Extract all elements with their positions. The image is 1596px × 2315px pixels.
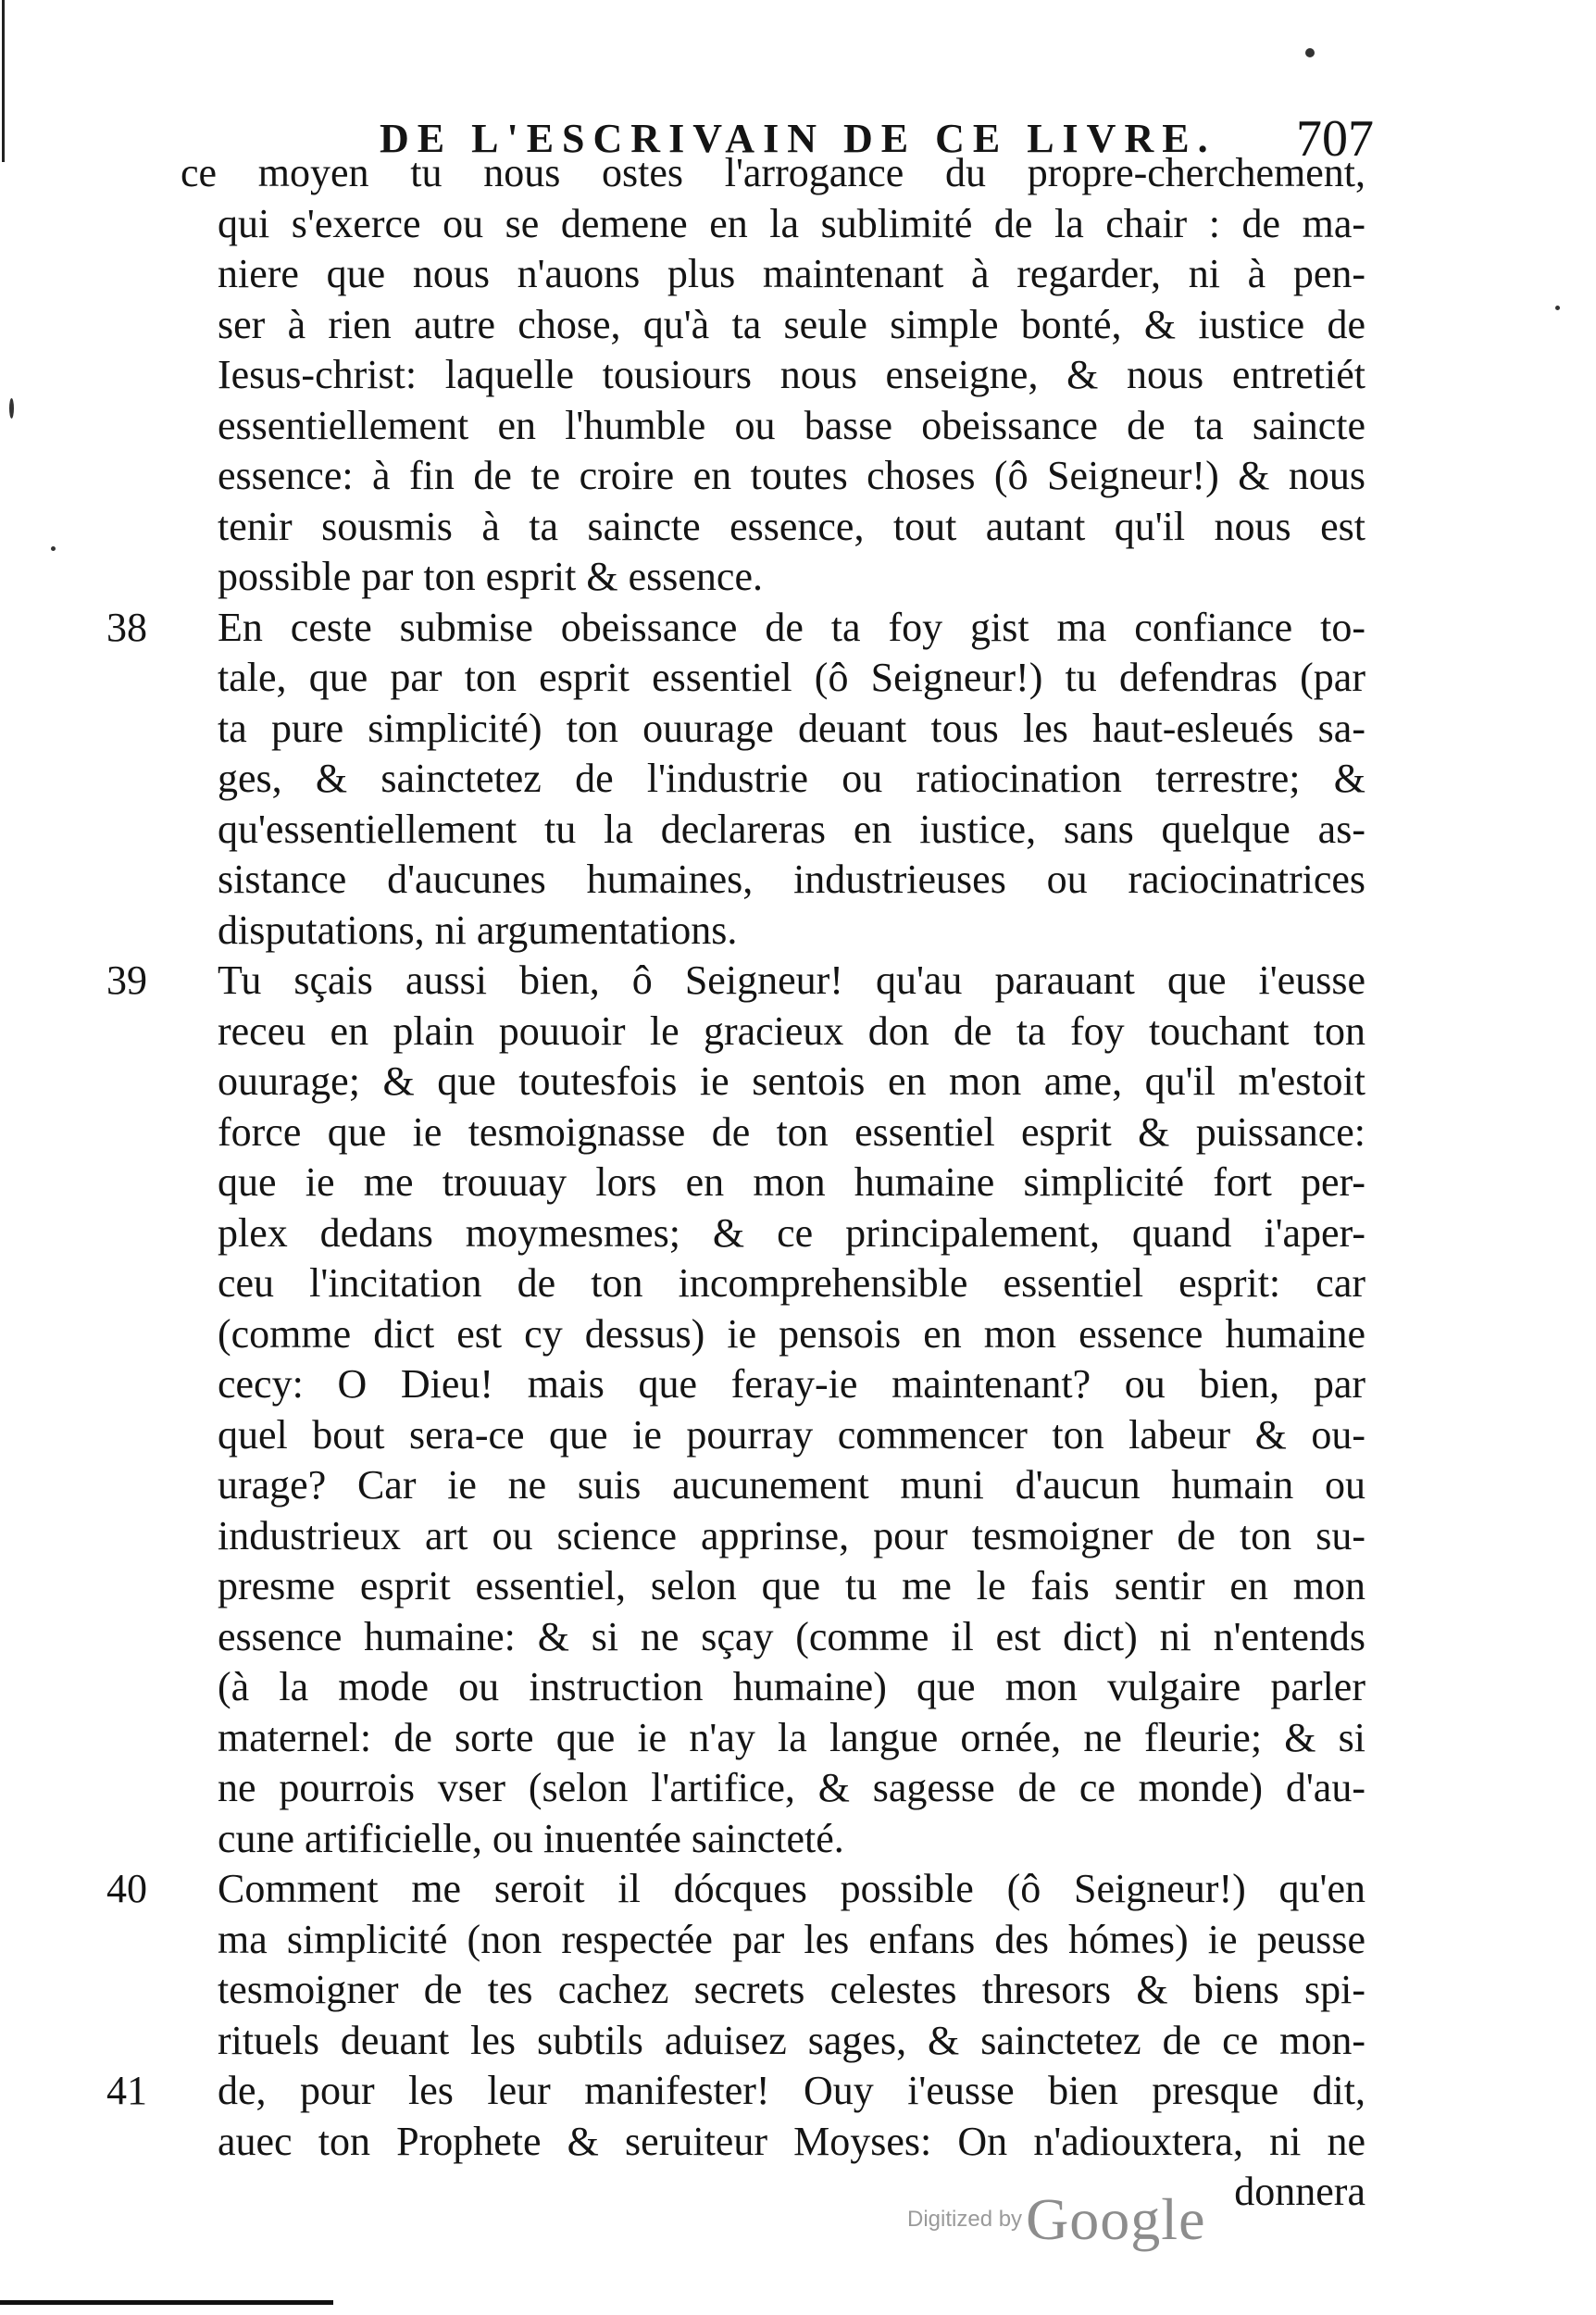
line-text: maternel: de sorte que ie n'ay la langue ornée, ne fleurie; & si bbox=[218, 1714, 1365, 1760]
text-line bbox=[181, 1511, 1365, 1562]
line-text: ges, & sainctetez de l'industrie ou ratiocination terrestre; & bbox=[218, 756, 1365, 801]
text-line bbox=[106, 956, 1365, 1007]
text-line bbox=[181, 754, 1365, 805]
text-line bbox=[181, 502, 1365, 553]
verse-number: 41 bbox=[106, 2068, 147, 2113]
text-line bbox=[181, 653, 1365, 704]
line-text: ta pure simplicité) ton ouurage deuant tous les haut-esleués sa- bbox=[218, 705, 1365, 751]
line-text: cecy: O Dieu! mais que feray-ie maintenant? ou bien, par bbox=[218, 1361, 1365, 1407]
digitized-by-watermark bbox=[907, 2185, 1205, 2250]
text-line bbox=[106, 1864, 1365, 1915]
google-logo: Google bbox=[1026, 2186, 1206, 2252]
scan-dot bbox=[9, 398, 14, 419]
line-text: que ie me trouuay lors en mon humaine simplicité fort per- bbox=[218, 1159, 1365, 1205]
line-text: ceu l'incitation de ton incomprehensible essentiel esprit: car bbox=[218, 1260, 1365, 1306]
text-line bbox=[181, 1007, 1365, 1057]
text-line bbox=[181, 1410, 1365, 1461]
digitized-label: Digitized by bbox=[907, 2207, 1023, 2232]
text-line bbox=[181, 401, 1365, 452]
line-text: (comme dict est cy dessus) ie pensois en mon essence humaine bbox=[218, 1310, 1365, 1357]
line-text: Comment me seroit il dócques possible (ô Seigneur!) qu'en bbox=[218, 1866, 1365, 1911]
line-text: essence: à fin de te croire en toutes choses (ô Seigneur!) & nous bbox=[218, 453, 1365, 498]
line-text: ma simplicité (non respectée par les enfans des hómes) ie peusse bbox=[218, 1916, 1365, 1962]
text-line bbox=[181, 1309, 1365, 1360]
line-text: essentiellement en l'humble ou basse obeissance de ta saincte bbox=[218, 402, 1365, 448]
text-line bbox=[106, 2066, 1365, 2117]
line-text: niere que nous n'auons plus maintenant à regarder, ni à pen- bbox=[218, 251, 1365, 296]
text-line bbox=[181, 1713, 1365, 1764]
line-text: tale, que par ton esprit essentiel (ô Seigneur!) tu defendras (par bbox=[218, 655, 1365, 700]
verse-number: 38 bbox=[106, 604, 147, 650]
line-text: Iesus-christ: laquelle tousiours nous enseigne, & nous entretiét bbox=[218, 352, 1365, 397]
text-line bbox=[181, 906, 1365, 957]
text-line bbox=[181, 1208, 1365, 1259]
line-text: qu'essentiellement tu la declareras en iustice, sans quelque as- bbox=[218, 806, 1365, 852]
text-line bbox=[181, 855, 1365, 906]
line-text: ne pourrois vser (selon l'artifice, & sagesse de ce monde) d'au- bbox=[218, 1765, 1365, 1810]
line-text: de, pour les leur manifester! Ouy i'eusse bien presque dit, bbox=[218, 2068, 1365, 2113]
line-text: ouurage; & que toutesfois ie sentois en mon ame, qu'il m'estoit bbox=[218, 1058, 1365, 1104]
text-line bbox=[181, 704, 1365, 755]
text-line bbox=[181, 552, 1365, 603]
scan-dot bbox=[1555, 306, 1560, 310]
text-line bbox=[181, 1612, 1365, 1663]
line-text: force que ie tesmoignasse de ton essentiel esprit & puissance: bbox=[218, 1108, 1365, 1155]
text-line bbox=[181, 1814, 1365, 1865]
text-line bbox=[181, 2117, 1365, 2168]
text-line bbox=[181, 199, 1365, 250]
page-number: 707 bbox=[1296, 110, 1374, 168]
bottom-scan-rule bbox=[0, 2300, 333, 2305]
line-text: Tu sçais aussi bien, ô Seigneur! qu'au parauant que i'eusse bbox=[218, 957, 1365, 1003]
text-line bbox=[181, 451, 1365, 502]
text-line bbox=[181, 1561, 1365, 1612]
line-text: ser à rien autre chose, qu'à ta seule simple bonté, & iustice de bbox=[218, 301, 1365, 347]
line-text: presme esprit essentiel, selon que tu me le fais sentir en mon bbox=[218, 1563, 1365, 1608]
line-text: essence humaine: & si ne sçay (comme il est dict) ni n'entends bbox=[218, 1613, 1365, 1659]
text-line bbox=[181, 1965, 1365, 2016]
left-scan-rule bbox=[2, 0, 5, 162]
line-text: disputations, ni argumentations. bbox=[218, 907, 738, 953]
running-head: DE L'ESCRIVAIN DE CE LIVRE. bbox=[380, 116, 1216, 161]
text-line bbox=[181, 1258, 1365, 1309]
line-text: En ceste submise obeissance de ta foy gist ma confiance to- bbox=[218, 604, 1365, 650]
text-line bbox=[181, 148, 1365, 199]
line-text: qui s'exerce ou se demene en la sublimité de la chair : de ma- bbox=[218, 200, 1365, 246]
line-text: tenir sousmis à ta saincte essence, tout autant qu'il nous est bbox=[218, 503, 1365, 549]
text-line bbox=[181, 805, 1365, 856]
body-text bbox=[106, 148, 1375, 2218]
text-line bbox=[181, 1460, 1365, 1511]
text-line bbox=[181, 1662, 1365, 1713]
line-text: auec ton Prophete & seruiteur Moyses: On n'adiouxtera, ni ne bbox=[218, 2118, 1365, 2164]
line-text: (à la mode ou instruction humaine) que mon vulgaire parler bbox=[218, 1664, 1365, 1709]
line-text: industrieux art ou science apprinse, pour tesmoigner de ton su- bbox=[218, 1512, 1365, 1558]
text-line bbox=[181, 1057, 1365, 1107]
verse-number: 39 bbox=[106, 957, 147, 1003]
text-line bbox=[181, 300, 1365, 351]
verse-number: 40 bbox=[106, 1866, 147, 1911]
line-text: possible par ton esprit & essence. bbox=[218, 554, 763, 599]
text-line bbox=[181, 1158, 1365, 1208]
text-line bbox=[181, 350, 1365, 401]
text-line bbox=[181, 1763, 1365, 1814]
line-text: ce moyen tu nous ostes l'arrogance du propre-cherchement, bbox=[181, 150, 1365, 195]
line-text: donnera bbox=[1234, 2169, 1365, 2214]
text-line bbox=[181, 1359, 1365, 1410]
text-line bbox=[106, 603, 1365, 654]
line-text: cune artificielle, ou inuentée saincteté. bbox=[218, 1815, 844, 1861]
line-text: receu en plain pouuoir le gracieux don de ta foy touchant ton bbox=[218, 1007, 1365, 1054]
line-text: urage? Car ie ne suis aucunement muni d'aucun humain ou bbox=[218, 1462, 1365, 1508]
line-text: plex dedans moymesmes; & ce principalement, quand i'aper- bbox=[218, 1209, 1365, 1256]
line-text: tesmoigner de tes cachez secrets celestes thresors & biens spi- bbox=[218, 1967, 1365, 2012]
text-line bbox=[181, 249, 1365, 300]
scan-dot bbox=[1305, 48, 1315, 57]
text-line bbox=[181, 1107, 1365, 1158]
scan-dot bbox=[51, 546, 56, 551]
line-text: sistance d'aucunes humaines, industrieuses ou raciocinatrices bbox=[218, 857, 1365, 902]
text-line bbox=[181, 2016, 1365, 2067]
text-line bbox=[181, 1915, 1365, 1966]
line-text: rituels deuant les subtils aduisez sages, & sainctetez de ce mon- bbox=[218, 2017, 1365, 2063]
line-text: quel bout sera-ce que ie pourray commencer ton labeur & ou- bbox=[218, 1411, 1365, 1458]
